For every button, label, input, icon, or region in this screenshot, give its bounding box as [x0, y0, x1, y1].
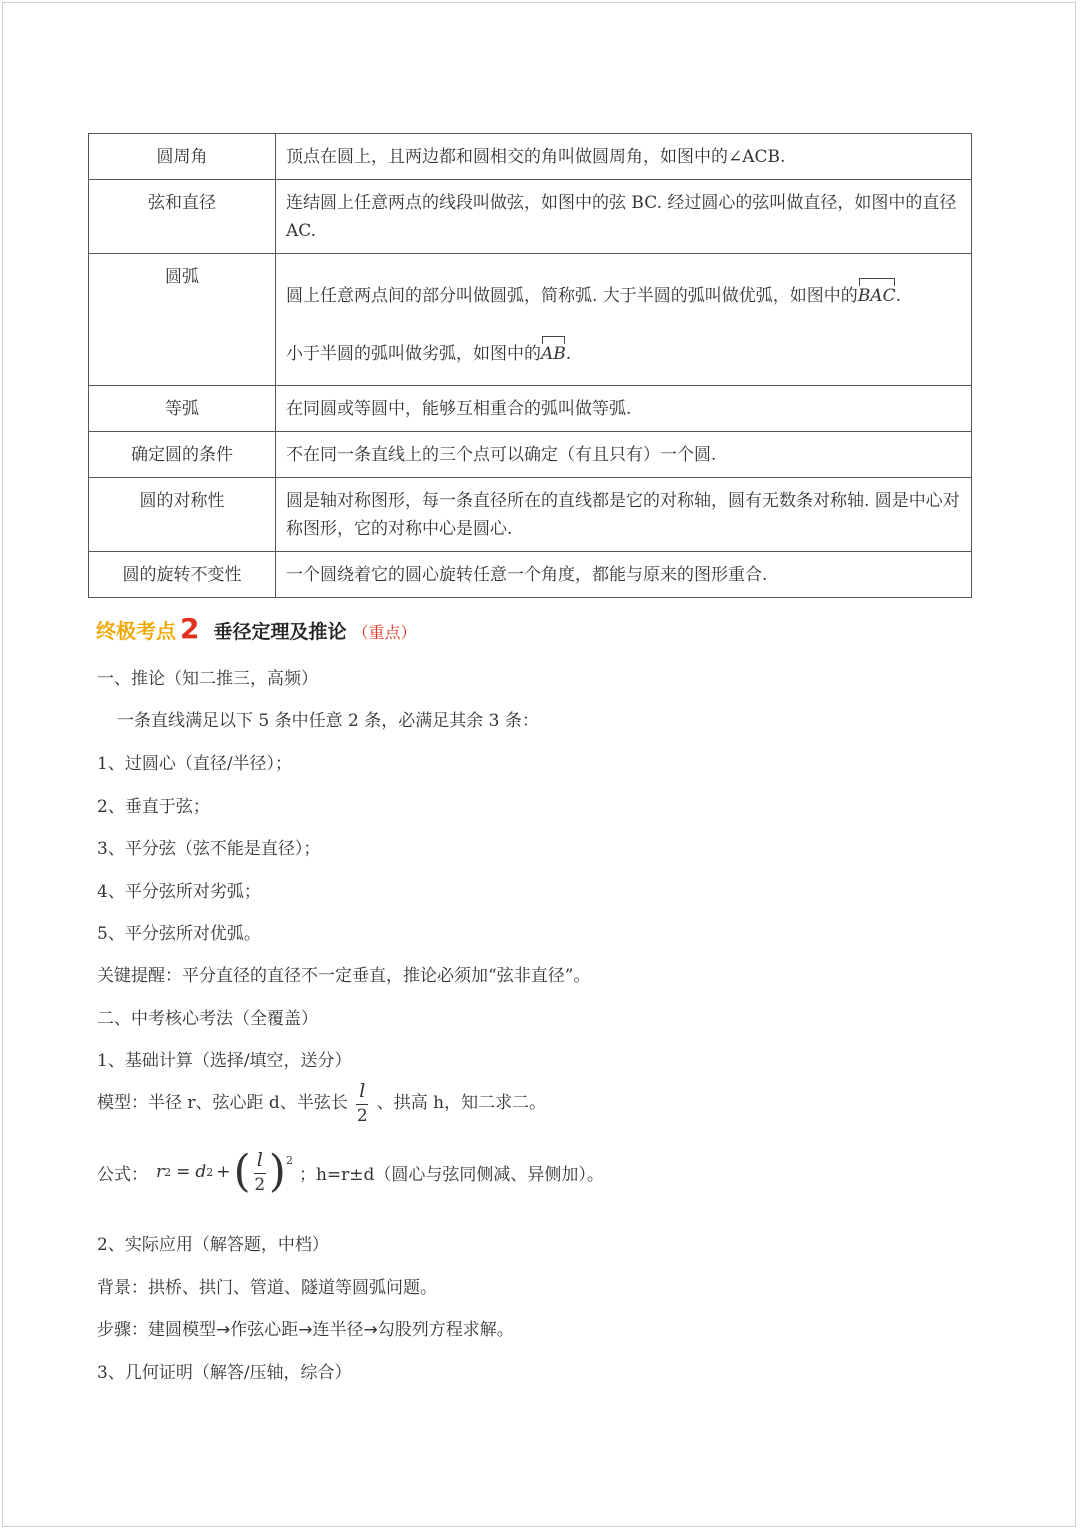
table-row: [89, 432, 972, 478]
formula-prefix: 公式：: [97, 1164, 148, 1185]
formula-suffix: ；h=r±d（圆心与弦同侧减、异侧加）。: [298, 1164, 604, 1185]
table-row: [89, 386, 972, 432]
arc-desc-line-2: [286, 338, 961, 368]
formula: 公式： r 2 = d 2 + ( $\frac{l}{2}$ ) 2 ；h=r±d（圆心与弦同侧减、异侧加）。: [97, 1146, 604, 1197]
fraction-denominator: 2: [254, 1174, 266, 1195]
desc-cell: 顶点在圆上，且两边都和圆相交的角叫做圆周角，如图中的∠ACB.: [276, 134, 972, 180]
arrow-right-icon: →: [216, 1320, 231, 1340]
minor-arc-symbol: AB: [541, 338, 566, 368]
section-label: 终极考点: [96, 619, 176, 643]
subheading-application: 2、实际应用（解答题，中档）: [97, 1235, 329, 1255]
fraction-denominator: 2: [356, 1106, 368, 1126]
desc-cell: 不在同一条直线上的三个点可以确定（有且只有）一个圆.: [276, 432, 972, 478]
desc-cell: 圆是轴对称图形，每一条直径所在的直线都是它的对称轴，圆有无数条对称轴. 圆是中心对称图形，它的对称中心是圆心.: [276, 478, 972, 552]
background-line: 背景：拱桥、拱门、管道、隧道等圆弧问题。: [97, 1278, 437, 1298]
arc-desc-text: 小于半圆的弧叫做劣弧，如图中的: [286, 344, 541, 364]
desc-cell: 在同圆或等圆中，能够互相重合的弧叫做等弧.: [276, 386, 972, 432]
table-row: [89, 552, 972, 598]
list-item: 2、垂直于弦；: [97, 797, 210, 817]
term-cell: 圆弧: [89, 254, 276, 386]
formula-fraction: [254, 1148, 266, 1195]
heading-core-methods: 二、中考核心考法（全覆盖）: [97, 1009, 318, 1029]
section-title: 垂径定理及推论: [213, 621, 347, 643]
subheading-basic-calc: 1、基础计算（选择/填空，送分）: [97, 1051, 352, 1071]
arrow-right-icon: →: [298, 1320, 313, 1340]
step-text: 勾股列方程求解。: [377, 1320, 514, 1340]
half-chord-fraction: [356, 1082, 368, 1125]
section-number: 2: [180, 612, 200, 645]
arc-desc-text: 圆上任意两点间的部分叫做圆弧，简称弧. 大于半圆的弧叫做优弧，如图中的: [286, 286, 858, 306]
steps-line: [97, 1315, 514, 1340]
fraction-numerator: l: [356, 1082, 368, 1105]
model-line: [97, 1082, 546, 1125]
table-row: [89, 180, 972, 254]
list-item: 3、平分弦（弦不能是直径）；: [97, 839, 321, 859]
formula-radius: r: [156, 1162, 165, 1182]
table-row: [89, 134, 972, 180]
section-tag: （重点）: [352, 623, 417, 642]
formula-exponent: 2: [206, 1165, 214, 1179]
list-item: 4、平分弦所对劣弧；: [97, 882, 261, 902]
paragraph-intro: 一条直线满足以下 5 条中任意 2 条，必满足其余 3 条：: [117, 711, 539, 731]
subheading-proof: 3、几何证明（解答/压轴，综合）: [97, 1363, 352, 1383]
term-cell: 圆周角: [89, 134, 276, 180]
arc-desc-line-1: [286, 280, 961, 310]
step-text: 步骤：建圆模型: [97, 1320, 216, 1340]
term-cell: 圆的对称性: [89, 478, 276, 552]
table-row: [89, 254, 972, 386]
term-cell: 确定圆的条件: [89, 432, 276, 478]
model-suffix: 、拱高 h，知二求二。: [376, 1093, 547, 1113]
major-arc-symbol: BAC: [858, 280, 896, 310]
step-text: 作弦心距: [230, 1320, 299, 1340]
definition-table: [88, 133, 972, 598]
arc-desc-end: .: [895, 286, 901, 306]
formula-line: [97, 1146, 604, 1197]
list-item: 1、过圆心（直径/半径）；: [97, 754, 293, 774]
heading-corollary: 一、推论（知二推三，高频）: [97, 669, 318, 689]
key-reminder: 关键提醒：平分直径的直径不一定垂直，推论必须加“弦非直径”。: [97, 966, 591, 986]
term-cell: 等弧: [89, 386, 276, 432]
formula-distance: d: [195, 1162, 207, 1182]
model-prefix: 模型：半径 r、弦心距 d、半弦长: [97, 1093, 348, 1113]
desc-cell: 一个圆绕着它的圆心旋转任意一个角度，都能与原来的图形重合.: [276, 552, 972, 598]
arc-desc-end: .: [565, 344, 572, 364]
table-row: [89, 478, 972, 552]
list-item: 5、平分弦所对优弧。: [97, 924, 261, 944]
desc-cell: 连结圆上任意两点的线段叫做弦，如图中的弦 BC. 经过圆心的弦叫做直径，如图中的直径 AC.: [276, 180, 972, 254]
formula-exponent: 2: [164, 1165, 172, 1179]
desc-cell: [276, 254, 972, 386]
term-cell: 圆的旋转不变性: [89, 552, 276, 598]
term-cell: 弦和直径: [89, 180, 276, 254]
formula-exponent: 2: [285, 1154, 293, 1167]
section-heading: [96, 612, 417, 648]
arrow-right-icon: →: [363, 1320, 378, 1340]
step-text: 连半径: [312, 1320, 364, 1340]
fraction-numerator: l: [254, 1151, 266, 1174]
